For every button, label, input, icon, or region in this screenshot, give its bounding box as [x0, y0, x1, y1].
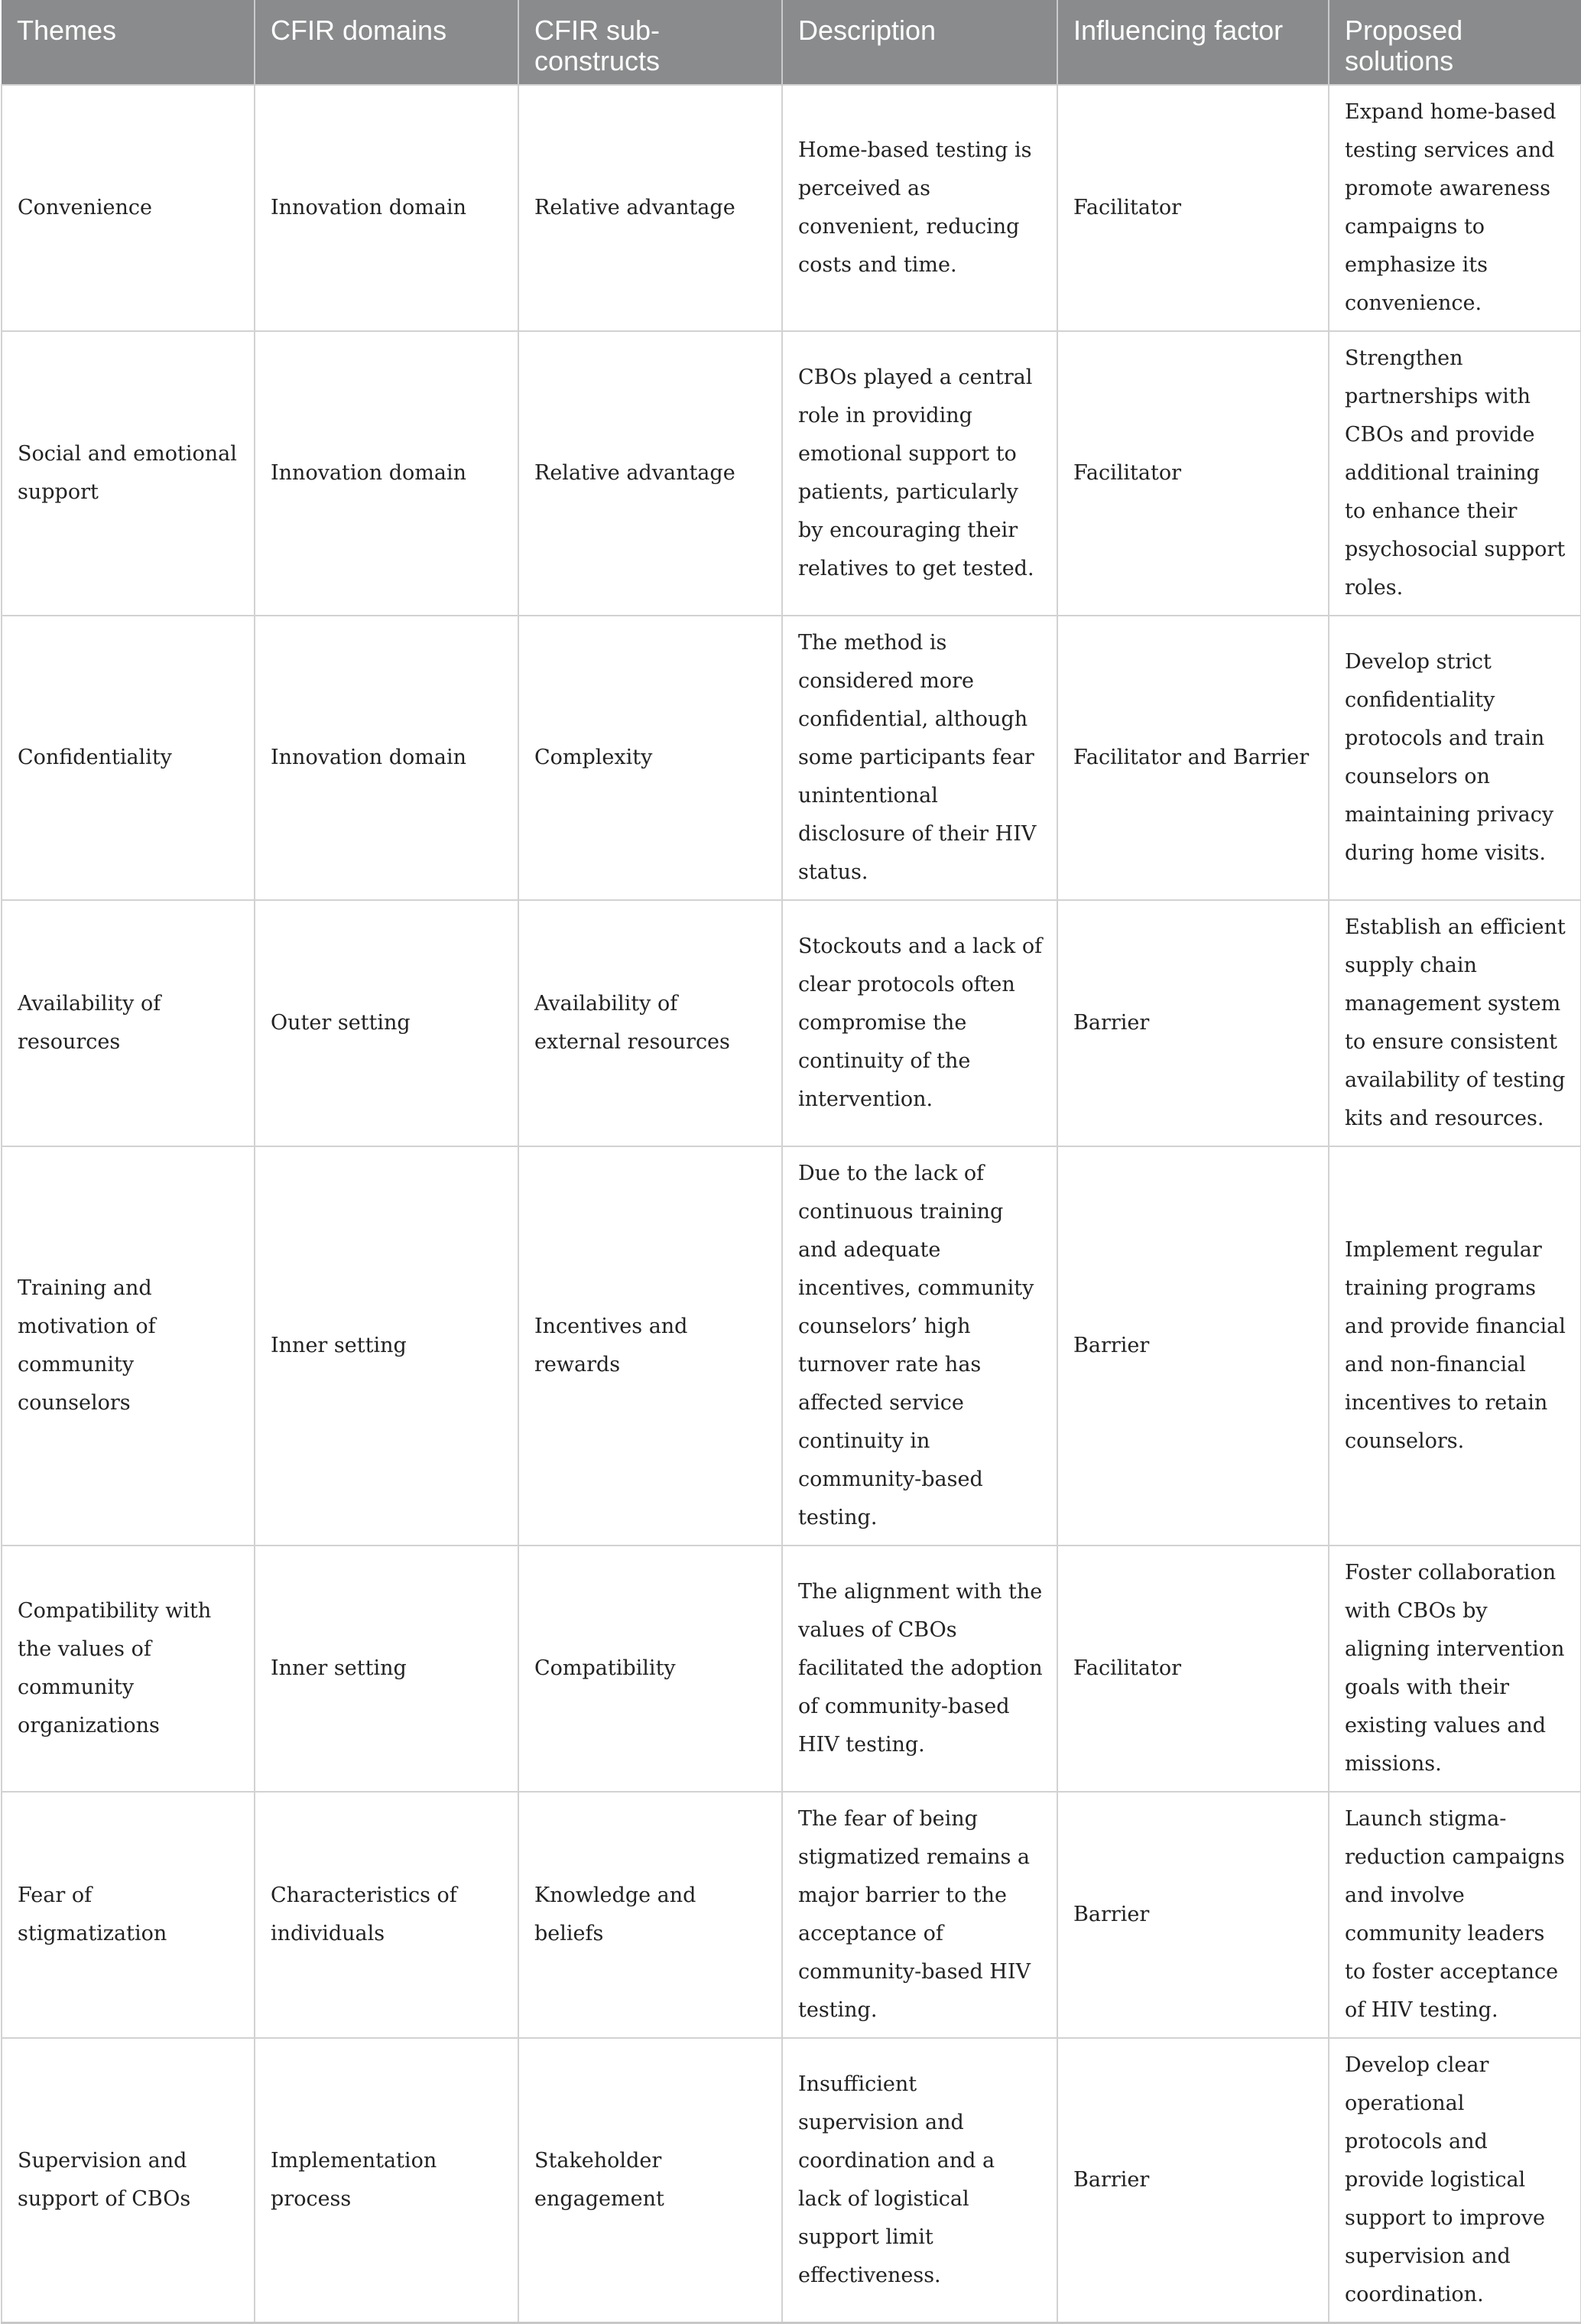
cell-theme: Social and emotional support: [2, 331, 255, 616]
cell-domain: Characteristics of individuals: [255, 1792, 518, 2038]
cell-subconstruct: Availability of external resources: [518, 900, 782, 1146]
cell-subconstruct: Stakeholder engagement: [518, 2038, 782, 2323]
cfir-themes-table: [1, 0, 1581, 2324]
cell-theme: Supervision and support of CBOs: [2, 2038, 255, 2323]
cell-description: CBOs played a central role in providing emotional support to patients, particularly by encouraging their relatives to get tested.: [782, 331, 1057, 616]
table-body: [2, 85, 1581, 2323]
cell-description: The method is considered more confidential, although some participants fear unintentional disclosure of their HIV status.: [782, 616, 1057, 900]
cell-factor: Barrier: [1057, 900, 1329, 1146]
header-cfir-sub-constructs: CFIR sub-constructs: [518, 0, 782, 85]
cell-factor: Barrier: [1057, 1146, 1329, 1546]
table-row: [2, 1546, 1581, 1792]
cell-factor: Barrier: [1057, 2038, 1329, 2323]
cell-solution: Develop strict confidentiality protocols and train counselors on maintaining privacy during home visits.: [1329, 616, 1581, 900]
cell-solution: Strengthen partnerships with CBOs and provide additional training to enhance their psychosocial support roles.: [1329, 331, 1581, 616]
header-proposed-solutions: Proposed solutions: [1329, 0, 1581, 85]
table-row: [2, 1146, 1581, 1546]
table-row: [2, 331, 1581, 616]
cell-domain: Innovation domain: [255, 616, 518, 900]
table-row: [2, 85, 1581, 331]
cell-domain: Innovation domain: [255, 85, 518, 331]
cell-solution: Implement regular training programs and provide financial and non-financial incentives to retain counselors.: [1329, 1146, 1581, 1546]
table-row: [2, 900, 1581, 1146]
cell-theme: Confidentiality: [2, 616, 255, 900]
cell-factor: Barrier: [1057, 1792, 1329, 2038]
table-row: [2, 2038, 1581, 2323]
table-row: [2, 616, 1581, 900]
cell-subconstruct: Relative advantage: [518, 85, 782, 331]
cell-subconstruct: Compatibility: [518, 1546, 782, 1792]
cell-solution: Develop clear operational protocols and provide logistical support to improve supervision and coordination.: [1329, 2038, 1581, 2323]
cell-solution: Foster collaboration with CBOs by aligning intervention goals with their existing values and missions.: [1329, 1546, 1581, 1792]
cell-description: Home-based testing is perceived as convenient, reducing costs and time.: [782, 85, 1057, 331]
cell-domain: Outer setting: [255, 900, 518, 1146]
cell-description: The fear of being stigmatized remains a major barrier to the acceptance of community-based HIV testing.: [782, 1792, 1057, 2038]
cell-theme: Training and motivation of community counselors: [2, 1146, 255, 1546]
cell-theme: Fear of stigmatization: [2, 1792, 255, 2038]
cell-solution: Launch stigma-reduction campaigns and involve community leaders to foster acceptance of HIV testing.: [1329, 1792, 1581, 2038]
header-row: [2, 0, 1581, 85]
cell-factor: Facilitator: [1057, 331, 1329, 616]
header-themes: Themes: [2, 0, 255, 85]
cell-description: Stockouts and a lack of clear protocols often compromise the continuity of the intervention.: [782, 900, 1057, 1146]
cell-domain: Inner setting: [255, 1546, 518, 1792]
cell-subconstruct: Relative advantage: [518, 331, 782, 616]
cell-theme: Availability of resources: [2, 900, 255, 1146]
cell-factor: Facilitator: [1057, 1546, 1329, 1792]
cell-solution: Establish an efficient supply chain management system to ensure consistent availability of testing kits and resources.: [1329, 900, 1581, 1146]
cell-subconstruct: Incentives and rewards: [518, 1146, 782, 1546]
cell-theme: Convenience: [2, 85, 255, 331]
cell-solution: Expand home-based testing services and promote awareness campaigns to emphasize its convenience.: [1329, 85, 1581, 331]
header-description: Description: [782, 0, 1057, 85]
cell-factor: Facilitator and Barrier: [1057, 616, 1329, 900]
header-cfir-domains: CFIR domains: [255, 0, 518, 85]
table-header: [2, 0, 1581, 85]
cell-domain: Inner setting: [255, 1146, 518, 1546]
cell-description: The alignment with the values of CBOs facilitated the adoption of community-based HIV testing.: [782, 1546, 1057, 1792]
cell-description: Insufficient supervision and coordination and a lack of logistical support limit effectiveness.: [782, 2038, 1057, 2323]
cell-domain: Implementation process: [255, 2038, 518, 2323]
cell-description: Due to the lack of continuous training and adequate incentives, community counselors’ high turnover rate has affected service continuity in community-based testing.: [782, 1146, 1057, 1546]
header-influencing-factor: Influencing factor: [1057, 0, 1329, 85]
cell-domain: Innovation domain: [255, 331, 518, 616]
cell-theme: Compatibility with the values of community organizations: [2, 1546, 255, 1792]
table-row: [2, 1792, 1581, 2038]
cell-subconstruct: Complexity: [518, 616, 782, 900]
cell-factor: Facilitator: [1057, 85, 1329, 331]
cell-subconstruct: Knowledge and beliefs: [518, 1792, 782, 2038]
